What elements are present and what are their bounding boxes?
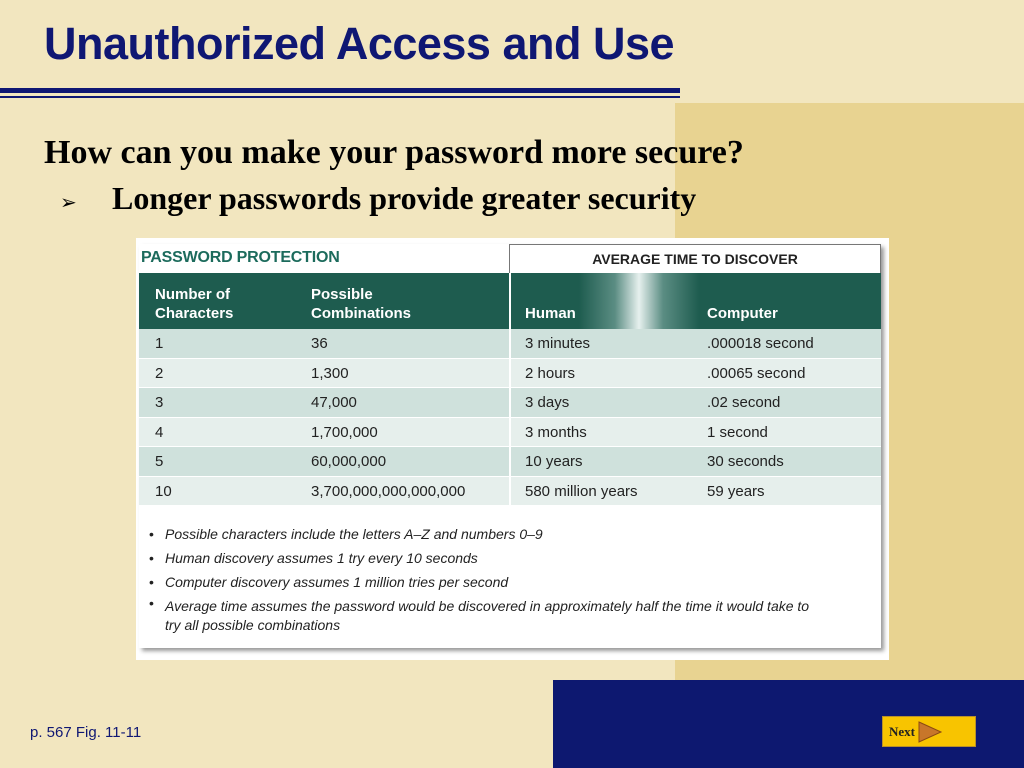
header-num-chars-line2: Characters [155, 305, 234, 322]
cell-human: 10 years [525, 453, 583, 470]
cell-chars: 4 [155, 423, 164, 441]
note-bullet: • [149, 574, 154, 590]
figure-panel [139, 244, 881, 648]
next-label: Next [889, 724, 915, 739]
header-combos-line2: Combinations [311, 305, 411, 322]
header-combos-line1: Possible [311, 286, 373, 303]
header-num-chars [155, 285, 233, 323]
note-text: Computer discovery assumes 1 million tries per second [165, 574, 509, 590]
title-rule-thin [0, 96, 680, 98]
slide-title: Unauthorized Access and Use [44, 18, 675, 69]
cell-combos: 1,700,000 [311, 423, 378, 441]
title-rule-thick [0, 88, 680, 93]
note-item [147, 570, 867, 594]
note-item [147, 522, 867, 546]
cell-combos: 36 [311, 335, 328, 352]
table-body [139, 329, 881, 506]
row-divider [509, 329, 511, 358]
cell-computer: 1 second [707, 423, 768, 441]
cell-human: 2 hours [525, 364, 576, 382]
header-human: Human [525, 305, 576, 322]
group-header-average-time: AVERAGE TIME TO DISCOVER [509, 244, 881, 273]
header-combos [311, 285, 411, 323]
cell-chars: 2 [155, 364, 164, 382]
bullet-text: Longer passwords provide greater security [112, 180, 697, 216]
note-item [147, 546, 867, 570]
cell-chars: 3 [155, 394, 164, 411]
table-header [139, 273, 881, 329]
cell-human: 3 days [525, 394, 570, 411]
header-highlight [579, 273, 699, 329]
table-row [139, 477, 881, 507]
row-divider [509, 418, 511, 447]
cell-combos: 47,000 [311, 394, 357, 411]
note-bullet: • [149, 526, 154, 542]
header-computer: Computer [707, 305, 778, 322]
cell-combos: 1,300 [311, 364, 349, 382]
play-arrow-icon [917, 720, 943, 744]
table-row [139, 447, 881, 477]
note-text: Possible characters include the letters A–Z and numbers 0–9 [165, 526, 543, 542]
next-button[interactable] [882, 716, 976, 747]
row-divider [509, 359, 511, 388]
note-item [147, 594, 827, 635]
figure-caption: p. 567 Fig. 11-11 [30, 724, 142, 741]
password-protection-figure [136, 238, 889, 660]
header-divider [509, 273, 511, 329]
figure-title: PASSWORD PROTECTION [141, 249, 340, 266]
note-bullet: • [149, 550, 154, 566]
cell-chars: 5 [155, 453, 164, 470]
table-row [139, 418, 881, 448]
slide-question: How can you make your password more secure? [44, 134, 744, 171]
cell-human: 3 months [525, 423, 587, 441]
row-divider [509, 447, 511, 476]
cell-computer: .00065 second [707, 364, 806, 382]
note-bullet: • [149, 595, 154, 611]
figure-notes [147, 522, 867, 635]
cell-chars: 10 [155, 482, 172, 500]
table-row [139, 329, 881, 359]
note-text: Human discovery assumes 1 try every 10 seconds [165, 550, 478, 566]
cell-human: 580 million years [525, 482, 638, 500]
table-row [139, 359, 881, 389]
row-divider [509, 477, 511, 506]
note-text: Average time assumes the password would be discovered in approximately half the time it would take to try all possible combinations [165, 598, 810, 633]
cell-computer: .02 second [707, 394, 781, 411]
row-divider [509, 388, 511, 417]
table-row [139, 388, 881, 418]
cell-computer: .000018 second [707, 335, 814, 352]
cell-computer: 59 years [707, 482, 765, 500]
cell-combos: 60,000,000 [311, 453, 387, 470]
header-num-chars-line1: Number of [155, 286, 230, 303]
cell-human: 3 minutes [525, 335, 591, 352]
cell-combos: 3,700,000,000,000,000 [311, 482, 466, 500]
cell-chars: 1 [155, 335, 164, 352]
cell-computer: 30 seconds [707, 453, 784, 470]
bullet-arrow-icon: ➢ [60, 192, 77, 214]
